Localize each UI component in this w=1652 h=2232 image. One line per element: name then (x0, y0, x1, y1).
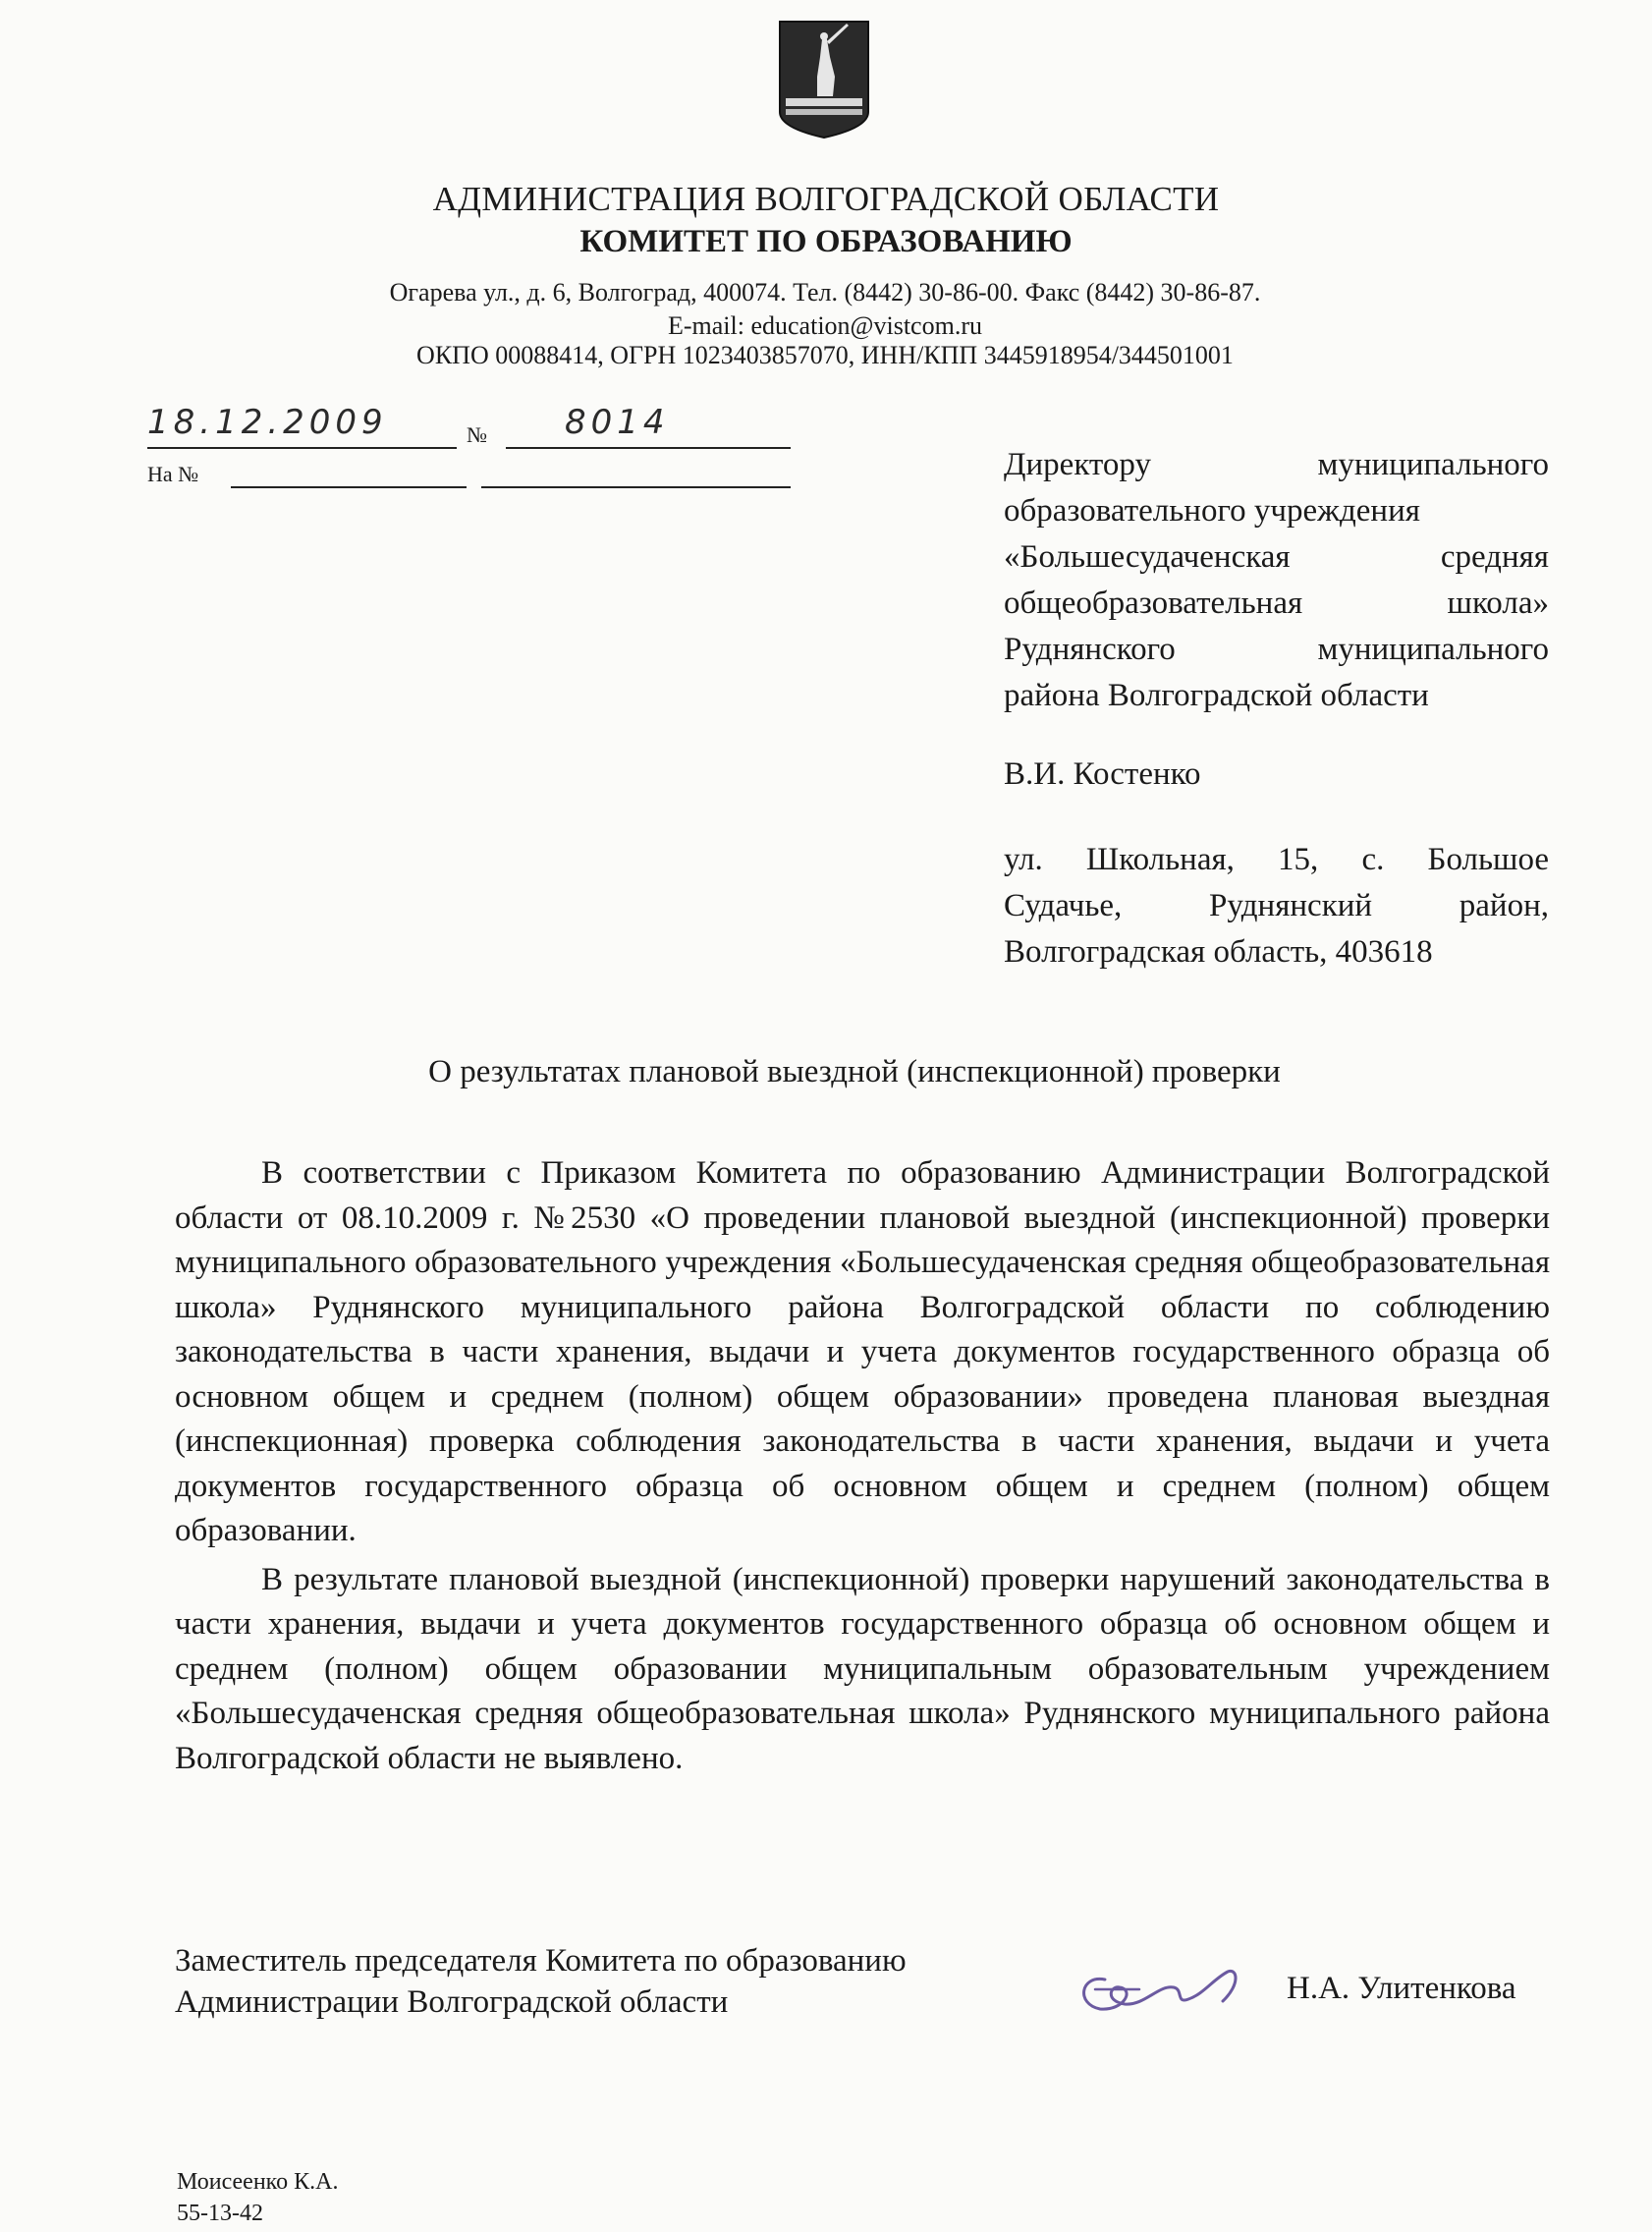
coat-of-arms-emblem (776, 18, 872, 141)
address-line: Судачье, Руднянский район, (1004, 888, 1549, 923)
date-underline (147, 447, 457, 449)
addressee-line: района Волгоградской области (1004, 678, 1429, 713)
reply-number-underline (481, 486, 791, 488)
org-codes: ОКПО 00088414, ОГРН 1023403857070, ИНН/КПП 3445918954/344501001 (416, 341, 1234, 369)
body-paragraph: В соответствии с Приказом Комитета по образованию Администрации Волгоградской области от 08.10.2009 г. №2530 «О проведении плановой выездной (инспекционной) проверки муниципального образовательного учреждения «Большесудаченская средняя общеобразовательная школа» Руднянского муниципального района Волгоградской области по соблюдению законодательства в части хранения, выдачи и учета документов государственного образца об основном общем и среднем (полном) общем образовании» проведена плановая выездная (инспекционная) проверка соблюдения законодательства в части хранения, выдачи и учета документов государственного образца об основном общем и среднем (полном) общем образовании. (175, 1155, 1550, 1548)
addressee-line: «Большесудаченская средняя (1004, 539, 1549, 575)
signatory-title-line: Заместитель председателя Комитета по образованию (175, 1943, 907, 1979)
number-label: № (467, 422, 487, 447)
reply-date-underline (231, 486, 467, 488)
organization-name: АДМИНИСТРАЦИЯ ВОЛГОГРАДСКОЙ ОБЛАСТИ (432, 180, 1220, 218)
signatory-name: Н.А. Улитенкова (1287, 1971, 1516, 2006)
addressee-line: Директору муниципального (1004, 447, 1549, 482)
letter-body (175, 1151, 1550, 1781)
reply-label: На № (147, 462, 199, 486)
addressee-name: В.И. Костенко (1004, 756, 1201, 792)
signatory-title (175, 1940, 907, 2023)
signatory-title-line: Администрации Волгоградской области (175, 1984, 729, 2020)
executor-block (177, 2166, 338, 2229)
addressee-block (1004, 442, 1549, 719)
number-underline (506, 447, 791, 449)
body-paragraph: В результате плановой выездной (инспекционной) проверки нарушений законодательства в части хранения, выдачи и учета документов государственного образца об основном общем и среднем (полном) общем образовании муниципальным образовательным учреждением «Большесудаченская средняя общеобразовательная школа» Руднянского муниципального района Волгоградской области не выявлено. (175, 1561, 1550, 1776)
address-line: ул. Школьная, 15, с. Большое (1004, 842, 1549, 877)
addressee-line: Руднянского муниципального (1004, 632, 1549, 667)
registration-date: 18.12.2009 (147, 403, 388, 442)
addressee-address (1004, 837, 1549, 976)
addressee-line: образовательного учреждения (1004, 493, 1420, 529)
executor-name: Моисеенко К.А. (177, 2169, 339, 2195)
org-address: Огарева ул., д. 6, Волгоград, 400074. Тел. (8442) 30-86-00. Факс (8442) 30-86-87. (389, 278, 1261, 307)
address-line: Волгоградская область, 403618 (1004, 934, 1433, 970)
org-email: E-mail: education@vistcom.ru (668, 311, 982, 340)
addressee-line: общеобразовательная школа» (1004, 586, 1549, 621)
letter-subject: О результатах плановой выездной (инспекционной) проверки (428, 1054, 1281, 1089)
executor-phone: 55-13-42 (177, 2201, 263, 2226)
department-name: КОМИТЕТ ПО ОБРАЗОВАНИЮ (579, 224, 1073, 259)
handwritten-signature (1066, 1950, 1262, 2019)
registration-number: 8014 (565, 403, 670, 442)
